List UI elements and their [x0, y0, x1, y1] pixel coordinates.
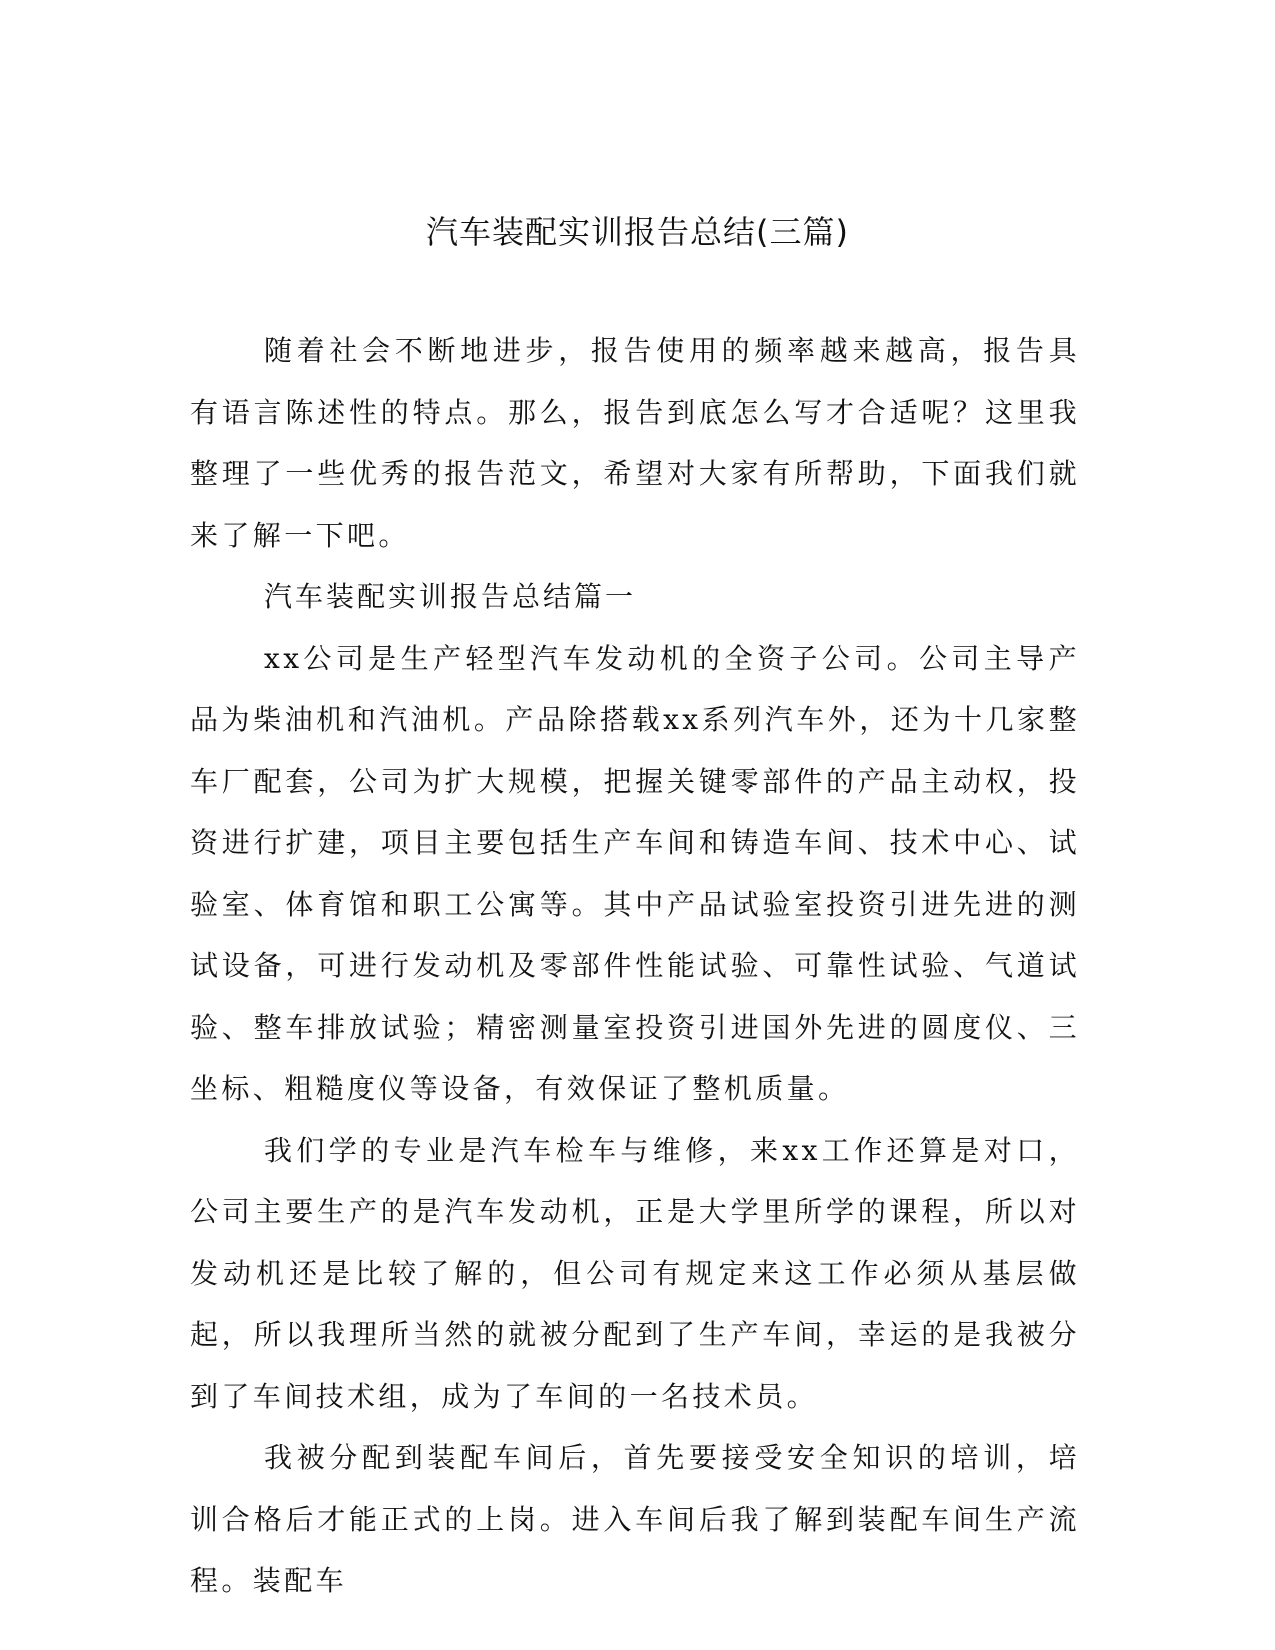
intro-paragraph: 随着社会不断地进步，报告使用的频率越来越高，报告具有语言陈述性的特点。那么，报告到底怎么写才合适呢？这里我整理了一些优秀的报告范文，希望对大家有所帮助，下面我们就来了解一下吧。: [190, 334, 1080, 552]
major-paragraph: 我们学的专业是汽车检车与维修，来xx工作还算是对口，公司主要生产的是汽车发动机，正是大学里所学的课程，所以对发动机还是比较了解的，但公司有规定来这工作必须从基层做起，所以我理所当然的就被分配到了生产车间，幸运的是我被分到了车间技术组，成为了车间的一名技术员。: [190, 1133, 1080, 1413]
assembly-workshop-paragraph: 我被分配到装配车间后，首先要接受安全知识的培训，培训合格后才能正式的上岗。进入车间后我了解到装配车间生产流程。装配车: [190, 1441, 1080, 1597]
section-heading-part-one: 汽车装配实训报告总结篇一: [264, 580, 637, 613]
company-intro-paragraph: xx公司是生产轻型汽车发动机的全资子公司。公司主导产品为柴油机和汽油机。产品除搭载xx系列汽车外，还为十几家整车厂配套，公司为扩大规模，把握关键零部件的产品主动权，投资进行扩建，项目主要包括生产车间和铸造车间、技术中心、试验室、体育馆和职工公寓等。其中产品试验室投资引进先进的测试设备，可进行发动机及零部件性能试验、可靠性试验、气道试验、整车排放试验；精密测量室投资引进国外先进的圆度仪、三坐标、粗糙度仪等设备，有效保证了整机质量。: [190, 641, 1080, 1105]
document-title: 汽车装配实训报告总结(三篇): [426, 213, 849, 251]
document-body: [190, 320, 1080, 1612]
